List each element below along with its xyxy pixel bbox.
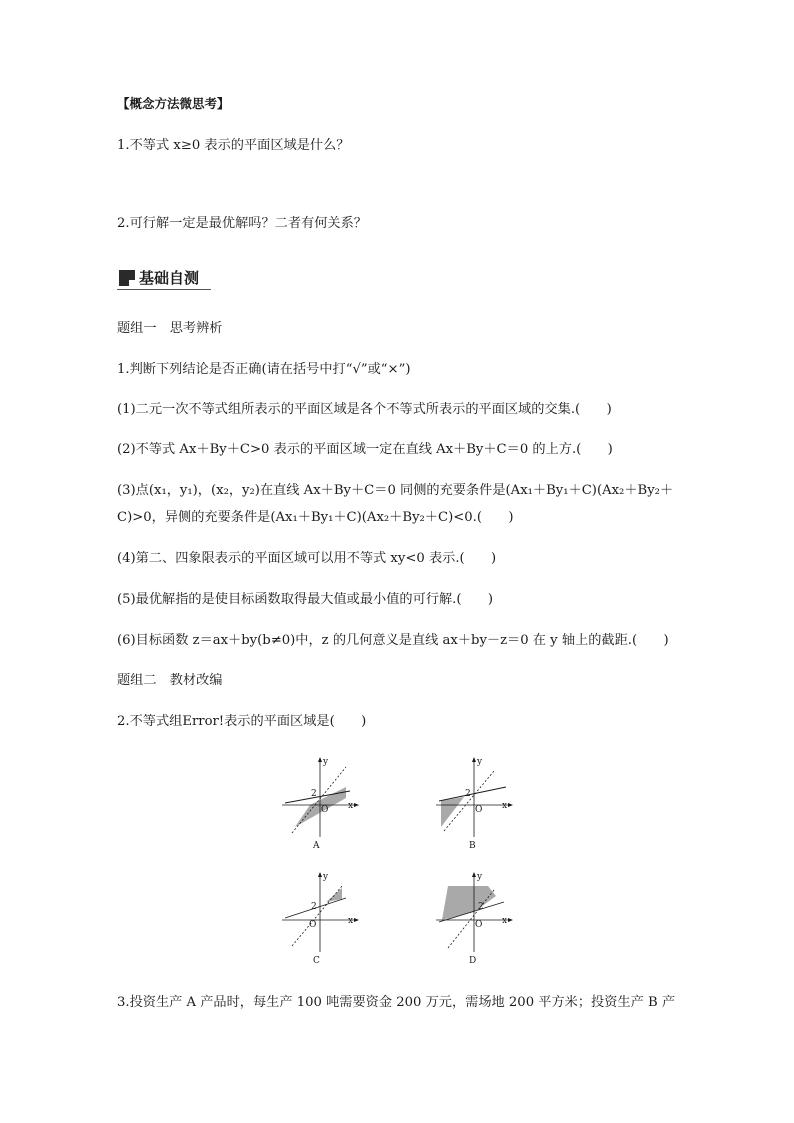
statement-5: (5)最优解指的是使目标函数取得最大值或最小值的可行解.( ) [117,592,494,607]
statement-2: (2)不等式 Ax＋By＋C>0 表示的平面区域一定在直线 Ax＋By＋C＝0 的上方.( ) [117,442,613,457]
statement-6: (6)目标函数 z＝ax＋by(b≠0)中，z 的几何意义是直线 ax＋by－z＝0 在 y 轴上的截距.( ) [117,633,669,648]
figure-d [434,872,514,968]
section-underline [117,289,211,290]
figure-d-y-label: y [477,872,483,882]
concept-heading: 【概念方法微思考】 [117,96,230,111]
statement-1: (1)二元一次不等式组所表示的平面区域是各个不等式所表示的平面区域的交集.( ) [117,402,612,417]
figure-d-tick: 2 [478,902,484,912]
statement-3b: C)>0，异侧的充要条件是(Ax₁＋By₁＋C)(Ax₂＋By₂＋C)<0.( ) [117,510,514,525]
group2-title: 题组二 教材改编 [117,673,223,688]
concept-question-1: 1.不等式 x≥0 表示的平面区域是什么？ [117,138,350,153]
statement-3a: (3)点(x₁，y₁)，(x₂，y₂)在直线 Ax＋By＋C＝0 同侧的充要条件是(Ax₁＋By₁＋C)(Ax₂＋By₂＋ [117,483,674,498]
figure-b-label: B [469,841,476,851]
figure-b-y-label: y [477,757,483,767]
figure-c-origin: O [309,920,317,930]
figure-d-origin: O [475,920,483,930]
figure-a-tick: 2 [311,789,317,799]
section-title: 基础自测 [139,269,200,287]
figure-a-y-label: y [323,757,329,767]
figure-c-tick: 2 [311,902,317,912]
figure-b-origin: O [475,805,483,815]
figure-c-label: C [313,956,320,966]
section-square-icon [119,270,135,286]
figure-a-x-label: x [348,801,354,811]
figure-d-label: D [469,956,477,966]
statement-4: (4)第二、四象限表示的平面区域可以用不等式 xy<0 表示.( ) [117,551,497,566]
section-header [117,266,211,290]
figure-b-tick: 2 [465,789,471,799]
concept-question-2: 2.可行解一定是最优解吗？二者有何关系？ [117,216,367,231]
question-2: 2.不等式组Error!表示的平面区域是( ) [117,714,367,729]
figure-a [280,757,360,853]
figure-a-label: A [313,841,320,851]
figure-b-x-label: x [502,801,508,811]
figure-c-x-label: x [348,916,354,926]
figure-a-origin: O [321,805,329,815]
figure-c [280,872,360,968]
question-3: 3.投资生产 A 产品时，每生产 100 吨需要资金 200 万元，需场地 200 平方米；投资生产 B 产 [117,995,676,1010]
group1-title: 题组一 思考辨析 [117,321,223,336]
figure-b [434,757,514,853]
figure-c-y-label: y [323,872,329,882]
figure-d-x-label: x [502,916,508,926]
question-1-intro: 1.判断下列结论是否正确(请在括号中打“√”或“×”) [117,362,411,377]
